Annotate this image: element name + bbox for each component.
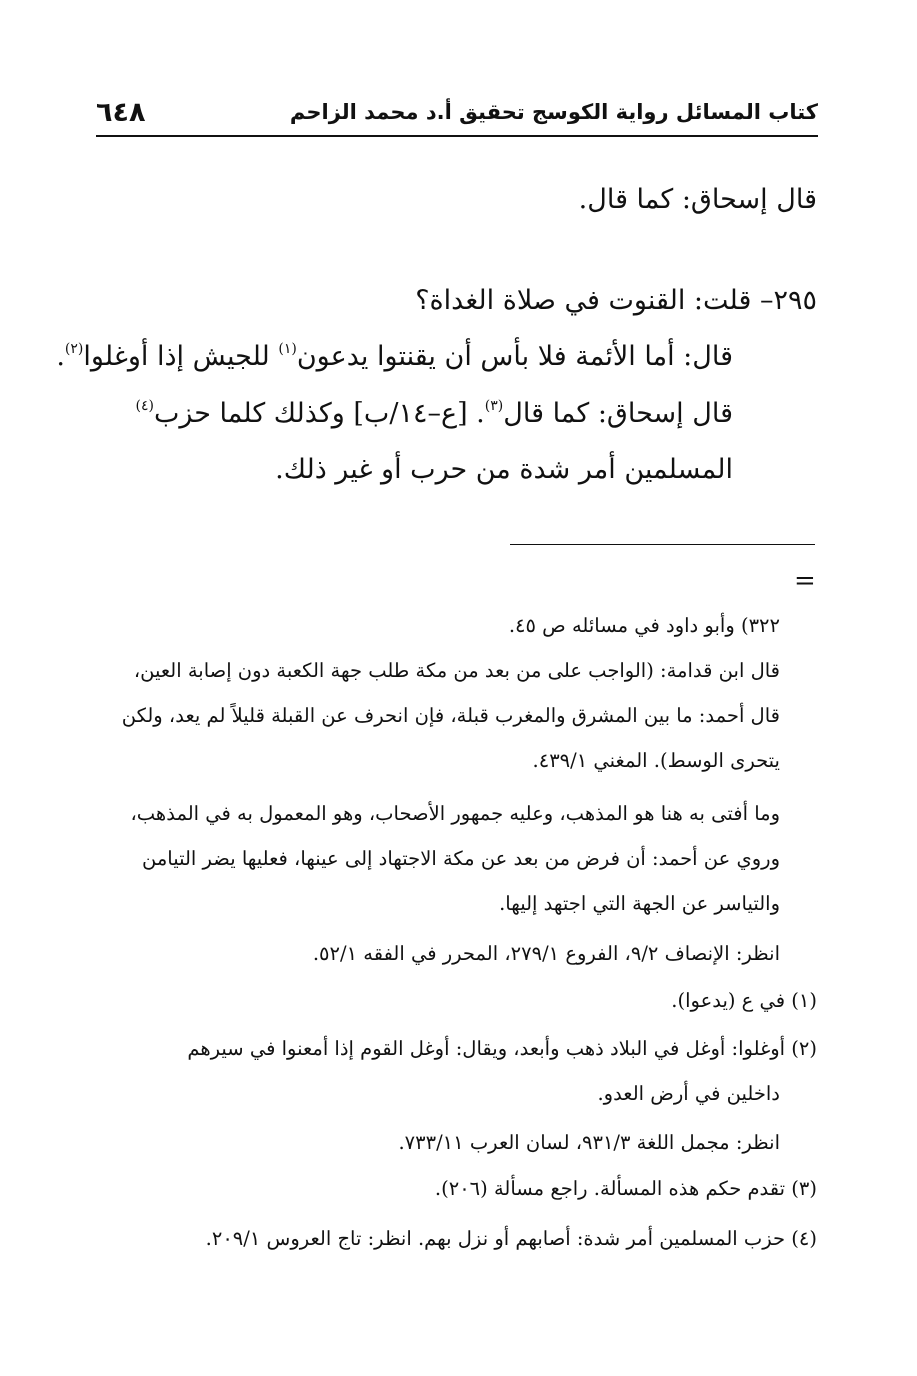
footnote-ref-3: (٣) bbox=[484, 398, 504, 414]
question-number: ٢٩٥– bbox=[759, 285, 817, 316]
question-text: قلت: القنوت في صلاة الغداة؟ bbox=[415, 285, 752, 316]
continuation-mark: = bbox=[794, 566, 816, 596]
page-number: ٦٤٨ bbox=[96, 96, 146, 128]
footnote-line: يتحرى الوسط). المغني ٤٣٩/١. bbox=[532, 749, 780, 772]
answer-line bbox=[56, 329, 733, 385]
footnote-line: والتياسر عن الجهة التي اجتهد إليها. bbox=[499, 892, 780, 915]
ishaq-text-2: . [ع–١٤/ب] وكذلك كلما حزب bbox=[153, 398, 485, 429]
answer-text-2: للجيش إذا أوغلوا bbox=[83, 341, 279, 372]
footnote-2: (٢) أوغلوا: أوغل في البلاد ذهب وأبعد، ويقال: أوغل القوم إذا أمعنوا في سيرهم bbox=[187, 1037, 817, 1060]
footnote-3: (٣) تقدم حكم هذه المسألة. راجع مسألة (٢٠٦). bbox=[434, 1177, 817, 1200]
answer-text: قال: أما الأئمة فلا بأس أن يقنتوا يدعون bbox=[296, 341, 733, 372]
footnote-line: ٣٢٢) وأبو داود في مسائله ص ٤٥. bbox=[508, 614, 780, 637]
footnote-line: قال أحمد: ما بين المشرق والمغرب قبلة، فإن انحرف عن القبلة قليلاً لم يعد، ولكن bbox=[121, 704, 780, 727]
footnote-line: وروي عن أحمد: أن فرض من بعد عن مكة الاجتهاد إلى عينها، فعليها يضر التيامن bbox=[141, 847, 780, 870]
ishaq-text: قال إسحاق: كما قال bbox=[503, 398, 733, 429]
footnote-ref-2: (٢) bbox=[64, 341, 84, 357]
footnote-line: وما أفتى به هنا هو المذهب، وعليه جمهور الأصحاب، وهو المعمول به في المذهب، bbox=[130, 802, 780, 825]
footnote-line: انظر: الإنصاف ٩/٢، الفروع ٢٧٩/١، المحرر في الفقه ٥٢/١. bbox=[312, 942, 780, 965]
footnote-2-continued: داخلين في أرض العدو. bbox=[597, 1082, 780, 1105]
book-title: كتاب المسائل رواية الكوسج تحقيق أ.د محمد الزاحم bbox=[289, 100, 818, 124]
ishaq-line-continued: المسلمين أمر شدة من حرب أو غير ذلك. bbox=[275, 454, 733, 485]
ishaq-line bbox=[135, 386, 733, 442]
question-295 bbox=[415, 273, 817, 329]
running-header bbox=[96, 92, 818, 132]
footnote-ref-4: (٤) bbox=[135, 398, 154, 414]
footnote-ref-1: (١) bbox=[278, 341, 297, 357]
footnote-4: (٤) حزب المسلمين أمر شدة: أصابهم أو نزل بهم. انظر: تاج العروس ٢٠٩/١. bbox=[205, 1227, 817, 1250]
footnote-1: (١) في ع (يدعوا). bbox=[671, 989, 817, 1012]
header-rule bbox=[96, 135, 818, 137]
footnote-line: قال ابن قدامة: (الواجب على من بعد من مكة طلب جهة الكعبة دون إصابة العين، bbox=[133, 659, 780, 682]
ishaq-opening-line: قال إسحاق: كما قال. bbox=[578, 184, 817, 215]
footnote-separator bbox=[510, 544, 815, 545]
answer-period: . bbox=[56, 341, 65, 372]
footnote-2-reference: انظر: مجمل اللغة ٩٣١/٣، لسان العرب ٧٣٣/١١. bbox=[398, 1131, 780, 1154]
